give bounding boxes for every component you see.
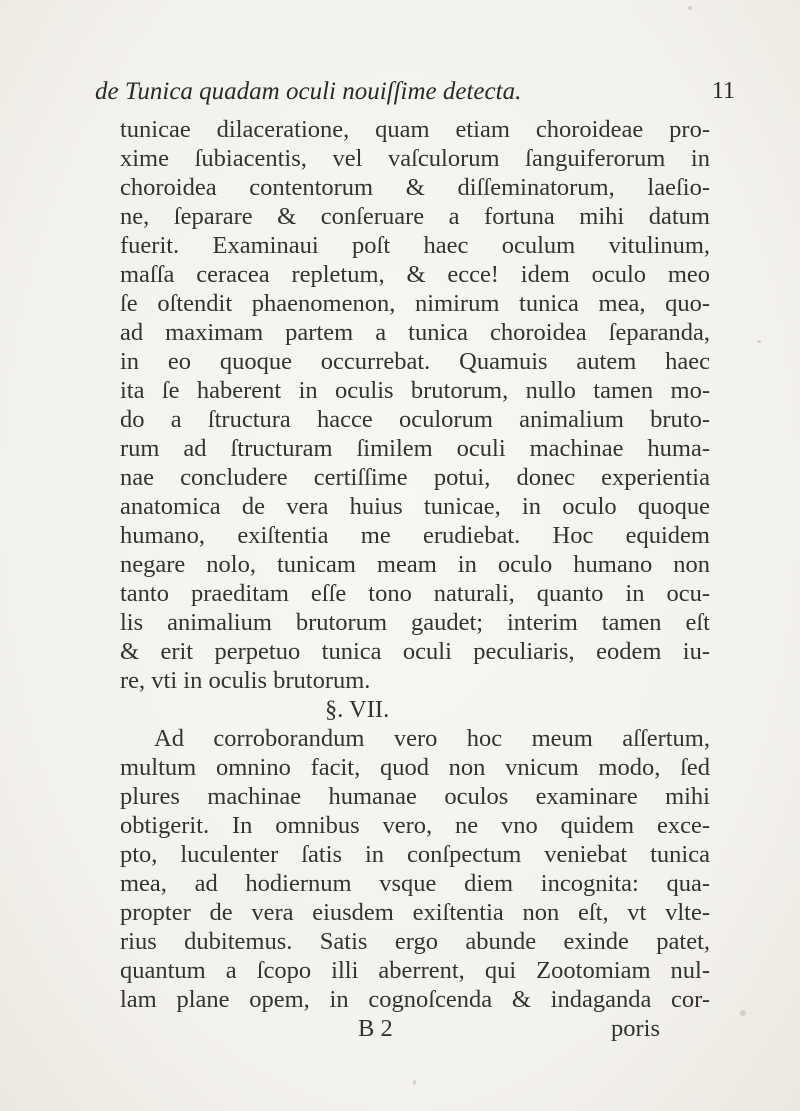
text-line: nae concludere certiſſime potui, donec experientia [120, 464, 710, 491]
text-line: mea, ad hodiernum vsque diem incognita: qua- [120, 870, 710, 897]
page-header [95, 78, 735, 114]
signature-line [120, 1014, 710, 1043]
paragraph-after-section [120, 724, 710, 1014]
catchword: poris [611, 1015, 660, 1042]
text-line: lam plane opem, in cognoſcenda & indaganda cor- [120, 986, 710, 1013]
paper-speck [757, 340, 761, 343]
text-line: ne, ſeparare & conſeruare a fortuna mihi datum [120, 203, 710, 230]
text-line: tunicae dilaceratione, quam etiam choroideae pro- [120, 116, 710, 143]
paper-speck [413, 1080, 416, 1085]
text-line: maſſa ceracea repletum, & ecce! idem oculo meo [120, 261, 710, 288]
text-line: ita ſe haberent in oculis brutorum, nullo tamen mo- [120, 377, 710, 404]
page-number: 11 [711, 78, 735, 104]
running-title: de Tunica quadam oculi nouiſſime detecta. [95, 78, 522, 105]
text-line: pto, luculenter ſatis in conſpectum veniebat tunica [120, 841, 710, 868]
text-line: ad maximam partem a tunica choroidea ſeparanda, [120, 319, 710, 346]
text-line: in eo quoque occurrebat. Quamuis autem haec [120, 348, 710, 375]
text-line: negare nolo, tunicam meam in oculo humano non [120, 551, 710, 578]
text-line: rius dubitemus. Satis ergo abunde exinde patet, [120, 928, 710, 955]
paper-speck [688, 6, 692, 10]
text-line: Ad corroborandum vero hoc meum aſſertum, [154, 725, 710, 752]
text-line: propter de vera eiusdem exiſtentia non eſt, vt vlte- [120, 899, 710, 926]
paper-speck [740, 1010, 746, 1016]
text-line: choroidea contentorum & diſſeminatorum, laeſio- [120, 174, 710, 201]
text-line: lis animalium brutorum gaudet; interim tamen eſt [120, 609, 710, 636]
text-line: anatomica de vera huius tunicae, in oculo quoque [120, 493, 710, 520]
section-heading: §. VII. [325, 696, 390, 723]
text-line: xime ſubiacentis, vel vaſculorum ſanguiferorum in [120, 145, 710, 172]
text-line: do a ſtructura hacce oculorum animalium bruto- [120, 406, 710, 433]
signature-mark: B 2 [358, 1015, 393, 1042]
text-line: tanto praeditam eſſe tono naturali, quanto in ocu- [120, 580, 710, 607]
text-line: ſe oſtendit phaenomenon, nimirum tunica mea, quo- [120, 290, 710, 317]
text-line: humano, exiſtentia me erudiebat. Hoc equidem [120, 522, 710, 549]
text-line: obtigerit. In omnibus vero, ne vno quidem exce- [120, 812, 710, 839]
text-line: & erit perpetuo tunica oculi peculiaris, eodem iu- [120, 638, 710, 665]
text-line: quantum a ſcopo illi aberrent, qui Zootomiam nul- [120, 957, 710, 984]
body-text [120, 115, 710, 1043]
paragraph-before-section [120, 115, 710, 695]
text-line: fuerit. Examinaui poſt haec oculum vitulinum, [120, 232, 710, 259]
text-line: rum ad ſtructuram ſimilem oculi machinae huma- [120, 435, 710, 462]
text-line: re, vti in oculis brutorum. [120, 667, 371, 694]
text-line: multum omnino facit, quod non vnicum modo, ſed [120, 754, 710, 781]
text-line: plures machinae humanae oculos examinare mihi [120, 783, 710, 810]
